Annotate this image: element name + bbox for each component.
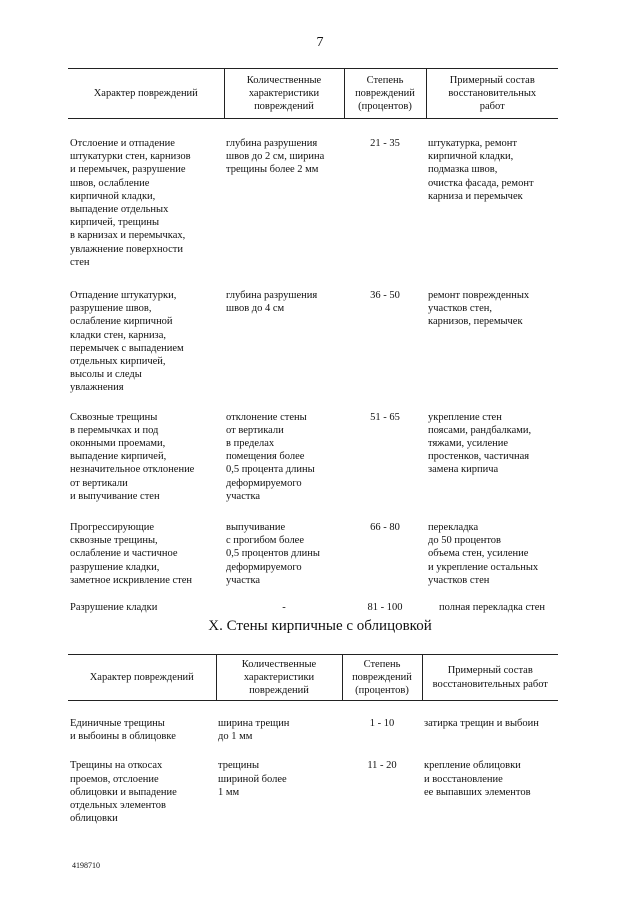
table-row — [68, 587, 558, 614]
header-damage-degree: Степень повреждений (процентов) — [344, 69, 426, 119]
table-header-row — [68, 655, 558, 701]
table-row — [68, 743, 558, 825]
header-quantitative: Количественные характеристики повреждений — [224, 69, 344, 119]
header-damage-degree: Степень повреждений (процентов) — [342, 655, 422, 701]
damage-description: Трещины на откосах проемов, отслоение облицовки и выпадение отдельных элементов облицовки — [70, 760, 177, 825]
repair-works: штукатурка, ремонт кирпичной кладки, подмазка швов, очистка фасада, ремонт карниза и перемычек — [428, 138, 534, 202]
damage-description: Разрушение кладки — [70, 602, 158, 614]
table-row — [68, 503, 558, 587]
document-code: 4198710 — [72, 861, 100, 870]
quantitative-characteristics: - — [282, 602, 286, 614]
table-row — [68, 269, 558, 395]
header-repair-works: Примерный состав восстановительных работ — [426, 69, 558, 119]
repair-works: перекладка до 50 процентов объема стен, усиление и укрепление остальных участков стен — [428, 522, 539, 586]
header-quantitative: Количественные характеристики повреждений — [216, 655, 342, 701]
header-damage-character: Характер повреждений — [68, 655, 216, 701]
section-title: X. Стены кирпичные с облицовкой — [208, 618, 432, 634]
repair-works: крепление облицовки и восстановление ее выпавших элементов — [424, 760, 531, 798]
repair-works: затирка трещин и выбоин — [424, 718, 539, 729]
damage-table-brick-walls — [68, 68, 558, 614]
quantitative-characteristics: выпучивание с прогибом более 0,5 процентов длины деформируемого участка — [226, 522, 320, 586]
header-repair-works: Примерный состав восстановительных работ — [422, 655, 558, 701]
repair-works: укрепление стен поясами, рандбалками, тяжами, усиление простенков, частичная замена кирпича — [428, 411, 532, 476]
damage-degree: 81 - 100 — [367, 602, 403, 614]
table-row — [68, 119, 558, 270]
damage-degree: 51 - 65 — [370, 411, 400, 423]
damage-description: Единичные трещины и выбоины в облицовке — [70, 718, 176, 743]
damage-degree: 21 - 35 — [370, 138, 400, 149]
table-row — [68, 701, 558, 744]
damage-description: Прогрессирующие сквозные трещины, ослабление и частичное разрушение кладки, заметное искривление стен — [70, 522, 193, 586]
quantitative-characteristics: трещины шириной более 1 мм — [218, 760, 287, 798]
damage-description: Отпадение штукатурки, разрушение швов, ослабление кирпичной кладки стен, карниза, перемычек с выпадением отдельных кирпичей, высолы и следы увлажнения — [70, 290, 184, 394]
table-header-row — [68, 69, 558, 119]
page-number: 7 — [316, 35, 324, 50]
damage-description: Сквозные трещины в перемычках и под оконными проемами, выпадение кирпичей, незначительное отклонение от вертикали и выпучивание стен — [70, 411, 195, 502]
damage-degree: 36 - 50 — [370, 290, 400, 302]
quantitative-characteristics: ширина трещин до 1 мм — [218, 718, 290, 743]
quantitative-characteristics: глубина разрушения швов до 4 см — [226, 290, 318, 315]
quantitative-characteristics: глубина разрушения швов до 2 см, ширина трещины более 2 мм — [226, 138, 325, 176]
header-damage-character: Характер повреждений — [68, 69, 224, 119]
damage-degree: 1 - 10 — [369, 718, 395, 729]
damage-degree: 11 - 20 — [367, 760, 397, 772]
damage-degree: 66 - 80 — [370, 522, 400, 534]
repair-works: ремонт поврежденных участков стен, карнизов, перемычек — [428, 290, 530, 328]
repair-works: полная перекладка стен — [439, 602, 545, 614]
damage-table-faced-brick-walls — [68, 654, 558, 825]
quantitative-characteristics: отклонение стены от вертикали в пределах помещения более 0,5 процента длины деформируемого участка — [226, 411, 315, 502]
table-row — [68, 395, 558, 503]
damage-description: Отслоение и отпадение штукатурки стен, карнизов и перемычек, разрушение швов, ослабление кирпичной кладки, выпадение отдельных кирпичей, трещины в карнизах и перемычках, увлажнение поверхности стен — [70, 138, 191, 268]
